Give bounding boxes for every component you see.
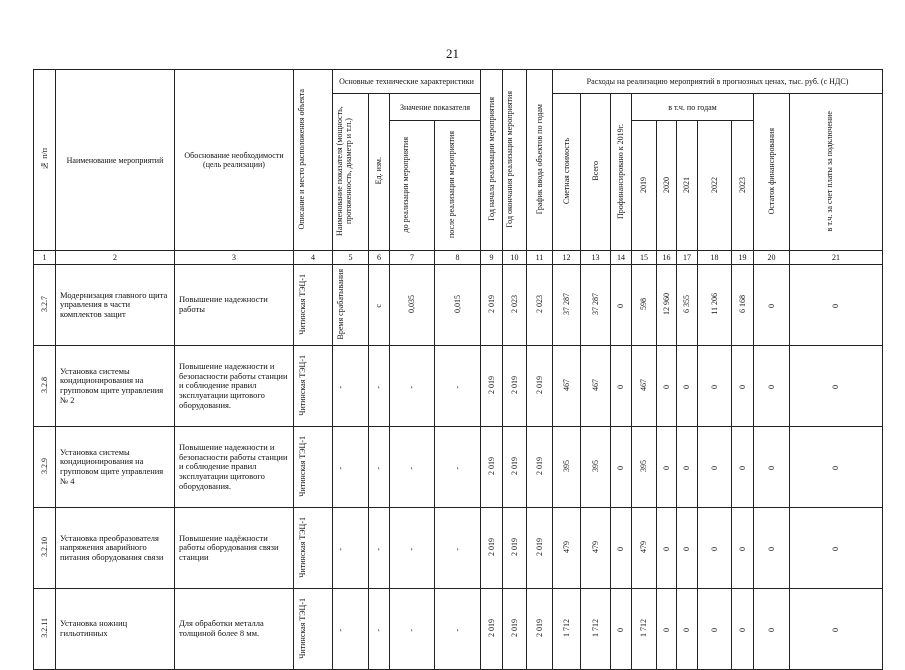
row-number: 3.2.11 bbox=[39, 618, 49, 638]
remaining-value: 0 bbox=[766, 627, 776, 632]
value-before-cell bbox=[390, 508, 435, 589]
unit-value-cell bbox=[369, 589, 390, 670]
estimate-cost-cell bbox=[553, 346, 581, 427]
value-after-cell bbox=[435, 508, 481, 589]
year-2021-value: 0 bbox=[682, 465, 692, 470]
header-start-year: Год начала реализации мероприятия bbox=[481, 70, 503, 251]
year-2023-value-cell bbox=[732, 346, 754, 427]
remaining-value: 0 bbox=[766, 384, 776, 389]
reason-text: Повышение надежности и безопасности работы станции и соблюдение правил эксплуатации щитового оборудования. bbox=[179, 360, 288, 410]
row-number: 3.2.8 bbox=[39, 377, 49, 394]
total-cost: 395 bbox=[590, 460, 600, 473]
indicator-name-cell bbox=[333, 346, 369, 427]
prefinanced-value: 0 bbox=[616, 546, 626, 551]
table-body bbox=[34, 265, 883, 670]
value-before-cell bbox=[390, 427, 435, 508]
commission-year: 2 023 bbox=[534, 295, 544, 314]
start-year: 2 019 bbox=[486, 457, 496, 476]
year-2023-value: 0 bbox=[737, 627, 747, 632]
year-2023-value-cell bbox=[732, 589, 754, 670]
year-2022-value-cell bbox=[698, 508, 732, 589]
header-location: Описание и место расположения объекта bbox=[294, 70, 333, 251]
year-2023-value: 0 bbox=[737, 465, 747, 470]
year-2022-value: 0 bbox=[709, 627, 719, 632]
value-after: 0,015 bbox=[452, 295, 462, 314]
location-text-cell bbox=[294, 346, 333, 427]
year-2019-value-cell bbox=[632, 589, 657, 670]
column-number: 2 bbox=[56, 251, 175, 265]
header-end-year: Год окончания реализации мероприятия bbox=[503, 70, 527, 251]
commission-year-cell bbox=[527, 427, 553, 508]
measure-name: Установка системы кондиционирования на групповом щите управления № 2 bbox=[60, 365, 164, 405]
value-before-cell bbox=[390, 346, 435, 427]
commission-year: 2 019 bbox=[534, 457, 544, 476]
prefinanced-value-cell bbox=[611, 589, 632, 670]
header-connection-fee: в т.ч. за счет платы за подключение bbox=[790, 94, 883, 251]
connection-fee-value: 0 bbox=[831, 303, 841, 308]
connection-fee-value: 0 bbox=[831, 627, 841, 632]
column-number: 19 bbox=[732, 251, 754, 265]
end-year-cell bbox=[503, 346, 527, 427]
row-number-cell bbox=[34, 589, 56, 670]
row-number-cell bbox=[34, 508, 56, 589]
unit-value-cell bbox=[369, 427, 390, 508]
year-2019-value: 598 bbox=[639, 298, 649, 311]
location-text: Читинская ТЭЦ-1 bbox=[298, 597, 307, 659]
row-number: 3.2.7 bbox=[39, 296, 49, 313]
value-after-cell bbox=[435, 265, 481, 346]
unit-value: - bbox=[374, 466, 384, 470]
start-year-cell bbox=[481, 508, 503, 589]
reason-text-cell bbox=[175, 508, 294, 589]
header-year-2022: 2022 bbox=[698, 121, 732, 251]
row-number-cell bbox=[34, 427, 56, 508]
year-2022-value-cell bbox=[698, 589, 732, 670]
column-number: 15 bbox=[632, 251, 657, 265]
year-2020-value: 0 bbox=[661, 627, 671, 632]
header-by-years: в т.ч. по годам bbox=[632, 94, 754, 121]
column-number: 21 bbox=[790, 251, 883, 265]
year-2020-value: 12 960 bbox=[661, 293, 671, 316]
reason-text-cell bbox=[175, 427, 294, 508]
year-2023-value-cell bbox=[732, 508, 754, 589]
location-text: Читинская ТЭЦ-1 bbox=[298, 435, 307, 497]
measures-table bbox=[33, 69, 883, 670]
table-row bbox=[34, 508, 883, 589]
connection-fee-value: 0 bbox=[831, 384, 841, 389]
column-number: 3 bbox=[175, 251, 294, 265]
year-2020-value: 0 bbox=[661, 465, 671, 470]
column-number: 17 bbox=[677, 251, 698, 265]
indicator-name: - bbox=[335, 385, 345, 389]
column-number: 13 bbox=[581, 251, 611, 265]
prefinanced-value: 0 bbox=[616, 627, 626, 632]
commission-year: 2 019 bbox=[534, 538, 544, 557]
value-before: - bbox=[407, 466, 417, 470]
connection-fee-value-cell bbox=[790, 589, 883, 670]
estimate-cost: 479 bbox=[561, 541, 571, 554]
measure-name-cell bbox=[56, 346, 175, 427]
prefinanced-value-cell bbox=[611, 427, 632, 508]
indicator-name-cell bbox=[333, 265, 369, 346]
page-number: 21 bbox=[446, 46, 459, 61]
end-year: 2 019 bbox=[509, 619, 519, 638]
prefinanced-value: 0 bbox=[616, 465, 626, 470]
year-2019-value-cell bbox=[632, 265, 657, 346]
reason-text: Для обработки металла толщиной более 8 мм. bbox=[179, 618, 264, 639]
measure-name: Установка преобразователя напряжения аварийного питания оборудования связи bbox=[60, 532, 164, 563]
year-2019-value: 479 bbox=[639, 541, 649, 554]
remaining-value-cell bbox=[754, 265, 790, 346]
commission-year-cell bbox=[527, 265, 553, 346]
column-number: 7 bbox=[390, 251, 435, 265]
value-after: - bbox=[452, 547, 462, 551]
column-number: 14 bbox=[611, 251, 632, 265]
header-costs-group: Расходы на реализацию мероприятий в прогнозных ценах, тыс. руб. (с НДС) bbox=[553, 70, 883, 94]
reason-text-cell bbox=[175, 589, 294, 670]
remaining-value: 0 bbox=[766, 303, 776, 308]
header-prefinanced: Профинансировано к 2019г. bbox=[611, 94, 632, 251]
connection-fee-value: 0 bbox=[831, 465, 841, 470]
indicator-name: Время срабатывания bbox=[335, 268, 345, 340]
column-number: 10 bbox=[503, 251, 527, 265]
year-2019-value: 1 712 bbox=[639, 619, 649, 638]
total-cost-cell bbox=[581, 346, 611, 427]
unit-value: - bbox=[374, 628, 384, 632]
value-after: - bbox=[452, 385, 462, 389]
year-2022-value: 0 bbox=[709, 465, 719, 470]
header-year-2021: 2021 bbox=[677, 121, 698, 251]
year-2021-value-cell bbox=[677, 508, 698, 589]
measure-name: Установка системы кондиционирования на групповом щите управления № 4 bbox=[60, 446, 164, 486]
measure-name-cell bbox=[56, 508, 175, 589]
prefinanced-value-cell bbox=[611, 265, 632, 346]
header-name: Наименование мероприятий bbox=[56, 70, 175, 251]
commission-year-cell bbox=[527, 346, 553, 427]
year-2021-value: 6 355 bbox=[682, 295, 692, 314]
location-text-cell bbox=[294, 427, 333, 508]
year-2023-value-cell bbox=[732, 427, 754, 508]
header-tech-group: Основные технические характеристики bbox=[333, 70, 481, 94]
column-number: 4 bbox=[294, 251, 333, 265]
column-number: 5 bbox=[333, 251, 369, 265]
table-row bbox=[34, 265, 883, 346]
indicator-name: - bbox=[335, 628, 345, 632]
location-text: Читинская ТЭЦ-1 bbox=[298, 516, 307, 578]
value-after-cell bbox=[435, 589, 481, 670]
column-number: 11 bbox=[527, 251, 553, 265]
year-2019-value-cell bbox=[632, 508, 657, 589]
header-remaining: Остаток финансирования bbox=[754, 94, 790, 251]
table-row bbox=[34, 589, 883, 670]
year-2021-value: 0 bbox=[682, 627, 692, 632]
value-before: - bbox=[407, 547, 417, 551]
year-2020-value-cell bbox=[657, 265, 677, 346]
header-indicator-name: Наименование показателя (мощность, протяженность, диаметр и т.п.) bbox=[333, 94, 369, 251]
total-cost: 37 287 bbox=[590, 293, 600, 316]
header-before: до реализации мероприятия bbox=[390, 121, 435, 251]
prefinanced-value: 0 bbox=[616, 384, 626, 389]
unit-value-cell bbox=[369, 508, 390, 589]
estimate-cost-cell bbox=[553, 427, 581, 508]
location-text-cell bbox=[294, 508, 333, 589]
table-row bbox=[34, 427, 883, 508]
value-after-cell bbox=[435, 346, 481, 427]
value-before-cell bbox=[390, 265, 435, 346]
indicator-name-cell bbox=[333, 427, 369, 508]
year-2020-value-cell bbox=[657, 589, 677, 670]
year-2023-value: 6 168 bbox=[737, 295, 747, 314]
remaining-value-cell bbox=[754, 427, 790, 508]
start-year-cell bbox=[481, 346, 503, 427]
value-after: - bbox=[452, 628, 462, 632]
commission-year: 2 019 bbox=[534, 619, 544, 638]
end-year: 2 019 bbox=[509, 538, 519, 557]
measure-name-cell bbox=[56, 265, 175, 346]
value-after-cell bbox=[435, 427, 481, 508]
connection-fee-value-cell bbox=[790, 427, 883, 508]
unit-value-cell bbox=[369, 346, 390, 427]
value-before: 0,035 bbox=[407, 295, 417, 314]
year-2022-value-cell bbox=[698, 427, 732, 508]
column-number: 9 bbox=[481, 251, 503, 265]
indicator-name-cell bbox=[333, 508, 369, 589]
total-cost-cell bbox=[581, 508, 611, 589]
column-number-row bbox=[34, 251, 883, 265]
estimate-cost: 467 bbox=[561, 379, 571, 392]
year-2021-value-cell bbox=[677, 589, 698, 670]
year-2019-value-cell bbox=[632, 427, 657, 508]
measure-name: Установка ножниц гильотинных bbox=[60, 618, 128, 639]
table-header bbox=[34, 70, 883, 265]
total-cost: 467 bbox=[590, 379, 600, 392]
remaining-value: 0 bbox=[766, 465, 776, 470]
estimate-cost: 1 712 bbox=[561, 619, 571, 638]
reason-text: Повышение надёжности работы оборудования связи станции bbox=[179, 532, 279, 563]
row-number: 3.2.9 bbox=[39, 458, 49, 475]
unit-value: с bbox=[374, 304, 384, 308]
unit-value: - bbox=[374, 385, 384, 389]
start-year-cell bbox=[481, 589, 503, 670]
header-no: № п/п bbox=[34, 70, 56, 251]
reason-text-cell bbox=[175, 346, 294, 427]
column-number: 18 bbox=[698, 251, 732, 265]
location-text: Читинская ТЭЦ-1 bbox=[298, 273, 307, 335]
year-2021-value: 0 bbox=[682, 546, 692, 551]
header-indicator-value: Значение показателя bbox=[390, 94, 481, 121]
remaining-value: 0 bbox=[766, 546, 776, 551]
location-text-cell bbox=[294, 589, 333, 670]
prefinanced-value-cell bbox=[611, 346, 632, 427]
commission-year-cell bbox=[527, 589, 553, 670]
total-cost-cell bbox=[581, 265, 611, 346]
header-unit: Ед. изм. bbox=[369, 94, 390, 251]
column-number: 1 bbox=[34, 251, 56, 265]
year-2020-value-cell bbox=[657, 346, 677, 427]
connection-fee-value-cell bbox=[790, 346, 883, 427]
header-year-2023: 2023 bbox=[732, 121, 754, 251]
measure-name-cell bbox=[56, 589, 175, 670]
unit-value-cell bbox=[369, 265, 390, 346]
year-2021-value-cell bbox=[677, 346, 698, 427]
year-2020-value: 0 bbox=[661, 384, 671, 389]
year-2022-value: 0 bbox=[709, 546, 719, 551]
prefinanced-value-cell bbox=[611, 508, 632, 589]
estimate-cost: 37 287 bbox=[561, 293, 571, 316]
year-2020-value-cell bbox=[657, 427, 677, 508]
end-year: 2 019 bbox=[509, 457, 519, 476]
end-year-cell bbox=[503, 265, 527, 346]
header-reason: Обоснование необходимости (цель реализации) bbox=[175, 70, 294, 251]
header-after: после реализации мероприятия bbox=[435, 121, 481, 251]
value-before-cell bbox=[390, 589, 435, 670]
indicator-name: - bbox=[335, 547, 345, 551]
remaining-value-cell bbox=[754, 589, 790, 670]
reason-text: Повышение надежности работы bbox=[179, 294, 268, 315]
reason-text-cell bbox=[175, 265, 294, 346]
estimate-cost-cell bbox=[553, 589, 581, 670]
column-number: 16 bbox=[657, 251, 677, 265]
start-year: 2 019 bbox=[486, 619, 496, 638]
estimate-cost-cell bbox=[553, 265, 581, 346]
year-2021-value: 0 bbox=[682, 384, 692, 389]
column-number: 8 bbox=[435, 251, 481, 265]
total-cost: 1 712 bbox=[590, 619, 600, 638]
column-number: 6 bbox=[369, 251, 390, 265]
value-before: - bbox=[407, 628, 417, 632]
header-total: Всего bbox=[581, 94, 611, 251]
year-2023-value-cell bbox=[732, 265, 754, 346]
column-number: 20 bbox=[754, 251, 790, 265]
total-cost: 479 bbox=[590, 541, 600, 554]
measure-name-cell bbox=[56, 427, 175, 508]
row-number-cell bbox=[34, 265, 56, 346]
year-2022-value-cell bbox=[698, 265, 732, 346]
prefinanced-value: 0 bbox=[616, 303, 626, 308]
row-number-cell bbox=[34, 346, 56, 427]
commission-year: 2 019 bbox=[534, 376, 544, 395]
year-2020-value: 0 bbox=[661, 546, 671, 551]
connection-fee-value-cell bbox=[790, 265, 883, 346]
year-2023-value: 0 bbox=[737, 384, 747, 389]
year-2022-value: 0 bbox=[709, 384, 719, 389]
start-year-cell bbox=[481, 265, 503, 346]
header-estimate: Сметная стоимость bbox=[553, 94, 581, 251]
value-after: - bbox=[452, 466, 462, 470]
indicator-name: - bbox=[335, 466, 345, 470]
estimate-cost-cell bbox=[553, 508, 581, 589]
connection-fee-value-cell bbox=[790, 508, 883, 589]
value-before: - bbox=[407, 385, 417, 389]
year-2021-value-cell bbox=[677, 427, 698, 508]
start-year: 2 019 bbox=[486, 538, 496, 557]
reason-text: Повышение надежности и безопасности работы станции и соблюдение правил эксплуатации щитового оборудования. bbox=[179, 441, 288, 491]
unit-value: - bbox=[374, 547, 384, 551]
end-year: 2 023 bbox=[509, 295, 519, 314]
header-year-2020: 2020 bbox=[657, 121, 677, 251]
commission-year-cell bbox=[527, 508, 553, 589]
year-2023-value: 0 bbox=[737, 546, 747, 551]
year-2022-value-cell bbox=[698, 346, 732, 427]
year-2021-value-cell bbox=[677, 265, 698, 346]
year-2020-value-cell bbox=[657, 508, 677, 589]
end-year-cell bbox=[503, 589, 527, 670]
header-commissioning: График ввода объектов по годам bbox=[527, 70, 553, 251]
end-year-cell bbox=[503, 508, 527, 589]
row-number: 3.2.10 bbox=[39, 537, 49, 558]
year-2019-value: 467 bbox=[639, 379, 649, 392]
year-2019-value-cell bbox=[632, 346, 657, 427]
connection-fee-value: 0 bbox=[831, 546, 841, 551]
column-number: 12 bbox=[553, 251, 581, 265]
total-cost-cell bbox=[581, 427, 611, 508]
year-2022-value: 11 206 bbox=[709, 293, 719, 315]
measure-name: Модернизация главного щита управления в части комплектов защит bbox=[60, 289, 168, 320]
indicator-name-cell bbox=[333, 589, 369, 670]
start-year: 2 019 bbox=[486, 295, 496, 314]
start-year-cell bbox=[481, 427, 503, 508]
end-year: 2 019 bbox=[509, 376, 519, 395]
end-year-cell bbox=[503, 427, 527, 508]
location-text: Читинская ТЭЦ-1 bbox=[298, 354, 307, 416]
start-year: 2 019 bbox=[486, 376, 496, 395]
header-year-2019: 2019 bbox=[632, 121, 657, 251]
remaining-value-cell bbox=[754, 508, 790, 589]
table-row bbox=[34, 346, 883, 427]
total-cost-cell bbox=[581, 589, 611, 670]
remaining-value-cell bbox=[754, 346, 790, 427]
location-text-cell bbox=[294, 265, 333, 346]
estimate-cost: 395 bbox=[561, 460, 571, 473]
year-2019-value: 395 bbox=[639, 460, 649, 473]
